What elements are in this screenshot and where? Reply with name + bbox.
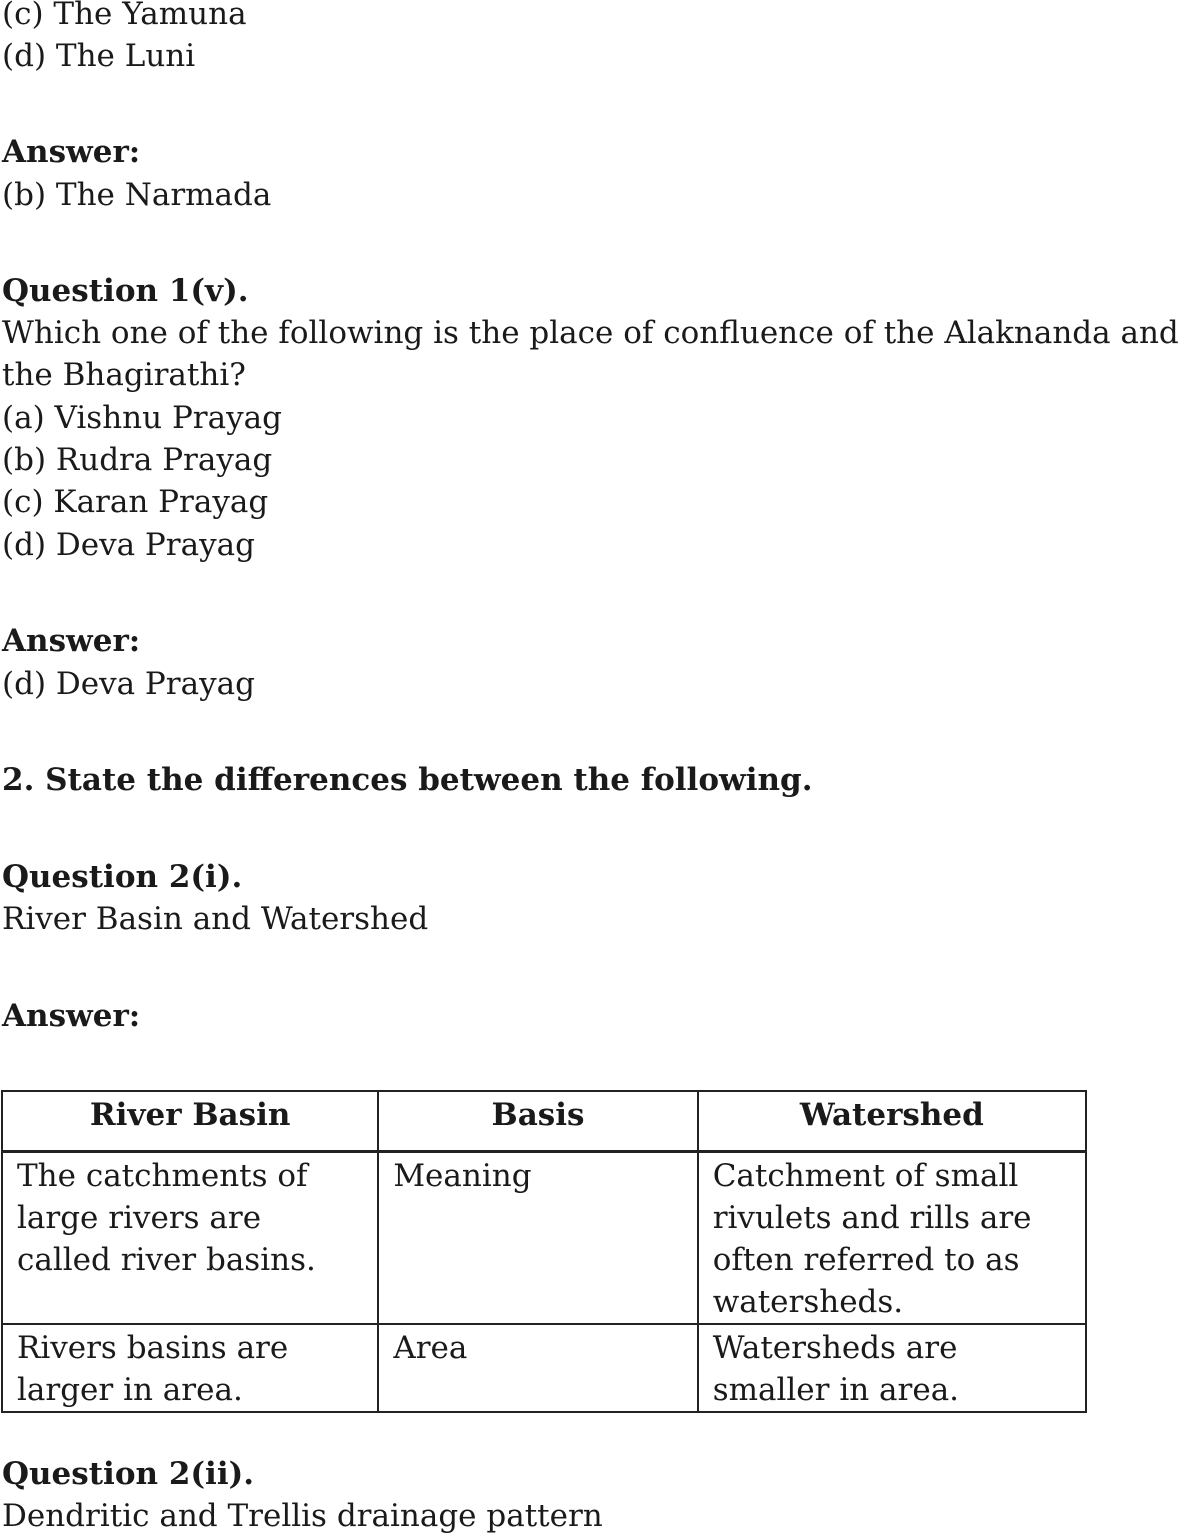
table-cell: Watersheds are smaller in area. (698, 1324, 1086, 1412)
table-cell: The catchments of large rivers are called river basins. (2, 1152, 378, 1325)
difference-table (1, 1090, 1087, 1413)
table-row (2, 1324, 1086, 1412)
option-c: (c) Karan Prayag (2, 484, 269, 520)
option-b: (b) Rudra Prayag (2, 442, 273, 478)
table-header-watershed: Watershed (698, 1091, 1086, 1152)
question-heading: Question 2(i). (2, 859, 243, 895)
answer-text: (b) The Narmada (2, 177, 272, 213)
table-cell: Catchment of small rivulets and rills are often referred to as watersheds. (698, 1152, 1086, 1325)
option-d: (d) Deva Prayag (2, 527, 255, 563)
table-header-row (2, 1091, 1086, 1152)
table-header-river-basin: River Basin (2, 1091, 378, 1152)
answer-text: (d) Deva Prayag (2, 666, 255, 702)
table-cell: Area (378, 1324, 697, 1412)
table-cell: Rivers basins are larger in area. (2, 1324, 378, 1412)
answer-label: Answer: (2, 134, 141, 170)
option-a: (a) Vishnu Prayag (2, 400, 282, 436)
table-header-basis: Basis (378, 1091, 697, 1152)
question-text: Dendritic and Trellis drainage pattern (2, 1498, 603, 1534)
option-c-yamuna: (c) The Yamuna (2, 0, 247, 32)
answer-label: Answer: (2, 998, 141, 1034)
question-text: Which one of the following is the place of confluence of the Alaknanda and the Bhagirathi? (2, 315, 1179, 393)
section-heading: 2. State the differences between the following. (2, 762, 813, 798)
answer-label: Answer: (2, 623, 141, 659)
table-cell: Meaning (378, 1152, 697, 1325)
question-text: River Basin and Watershed (2, 901, 429, 937)
option-d-luni: (d) The Luni (2, 38, 196, 74)
table-row (2, 1152, 1086, 1325)
question-heading: Question 1(v). (2, 273, 249, 309)
question-heading: Question 2(ii). (2, 1456, 255, 1492)
